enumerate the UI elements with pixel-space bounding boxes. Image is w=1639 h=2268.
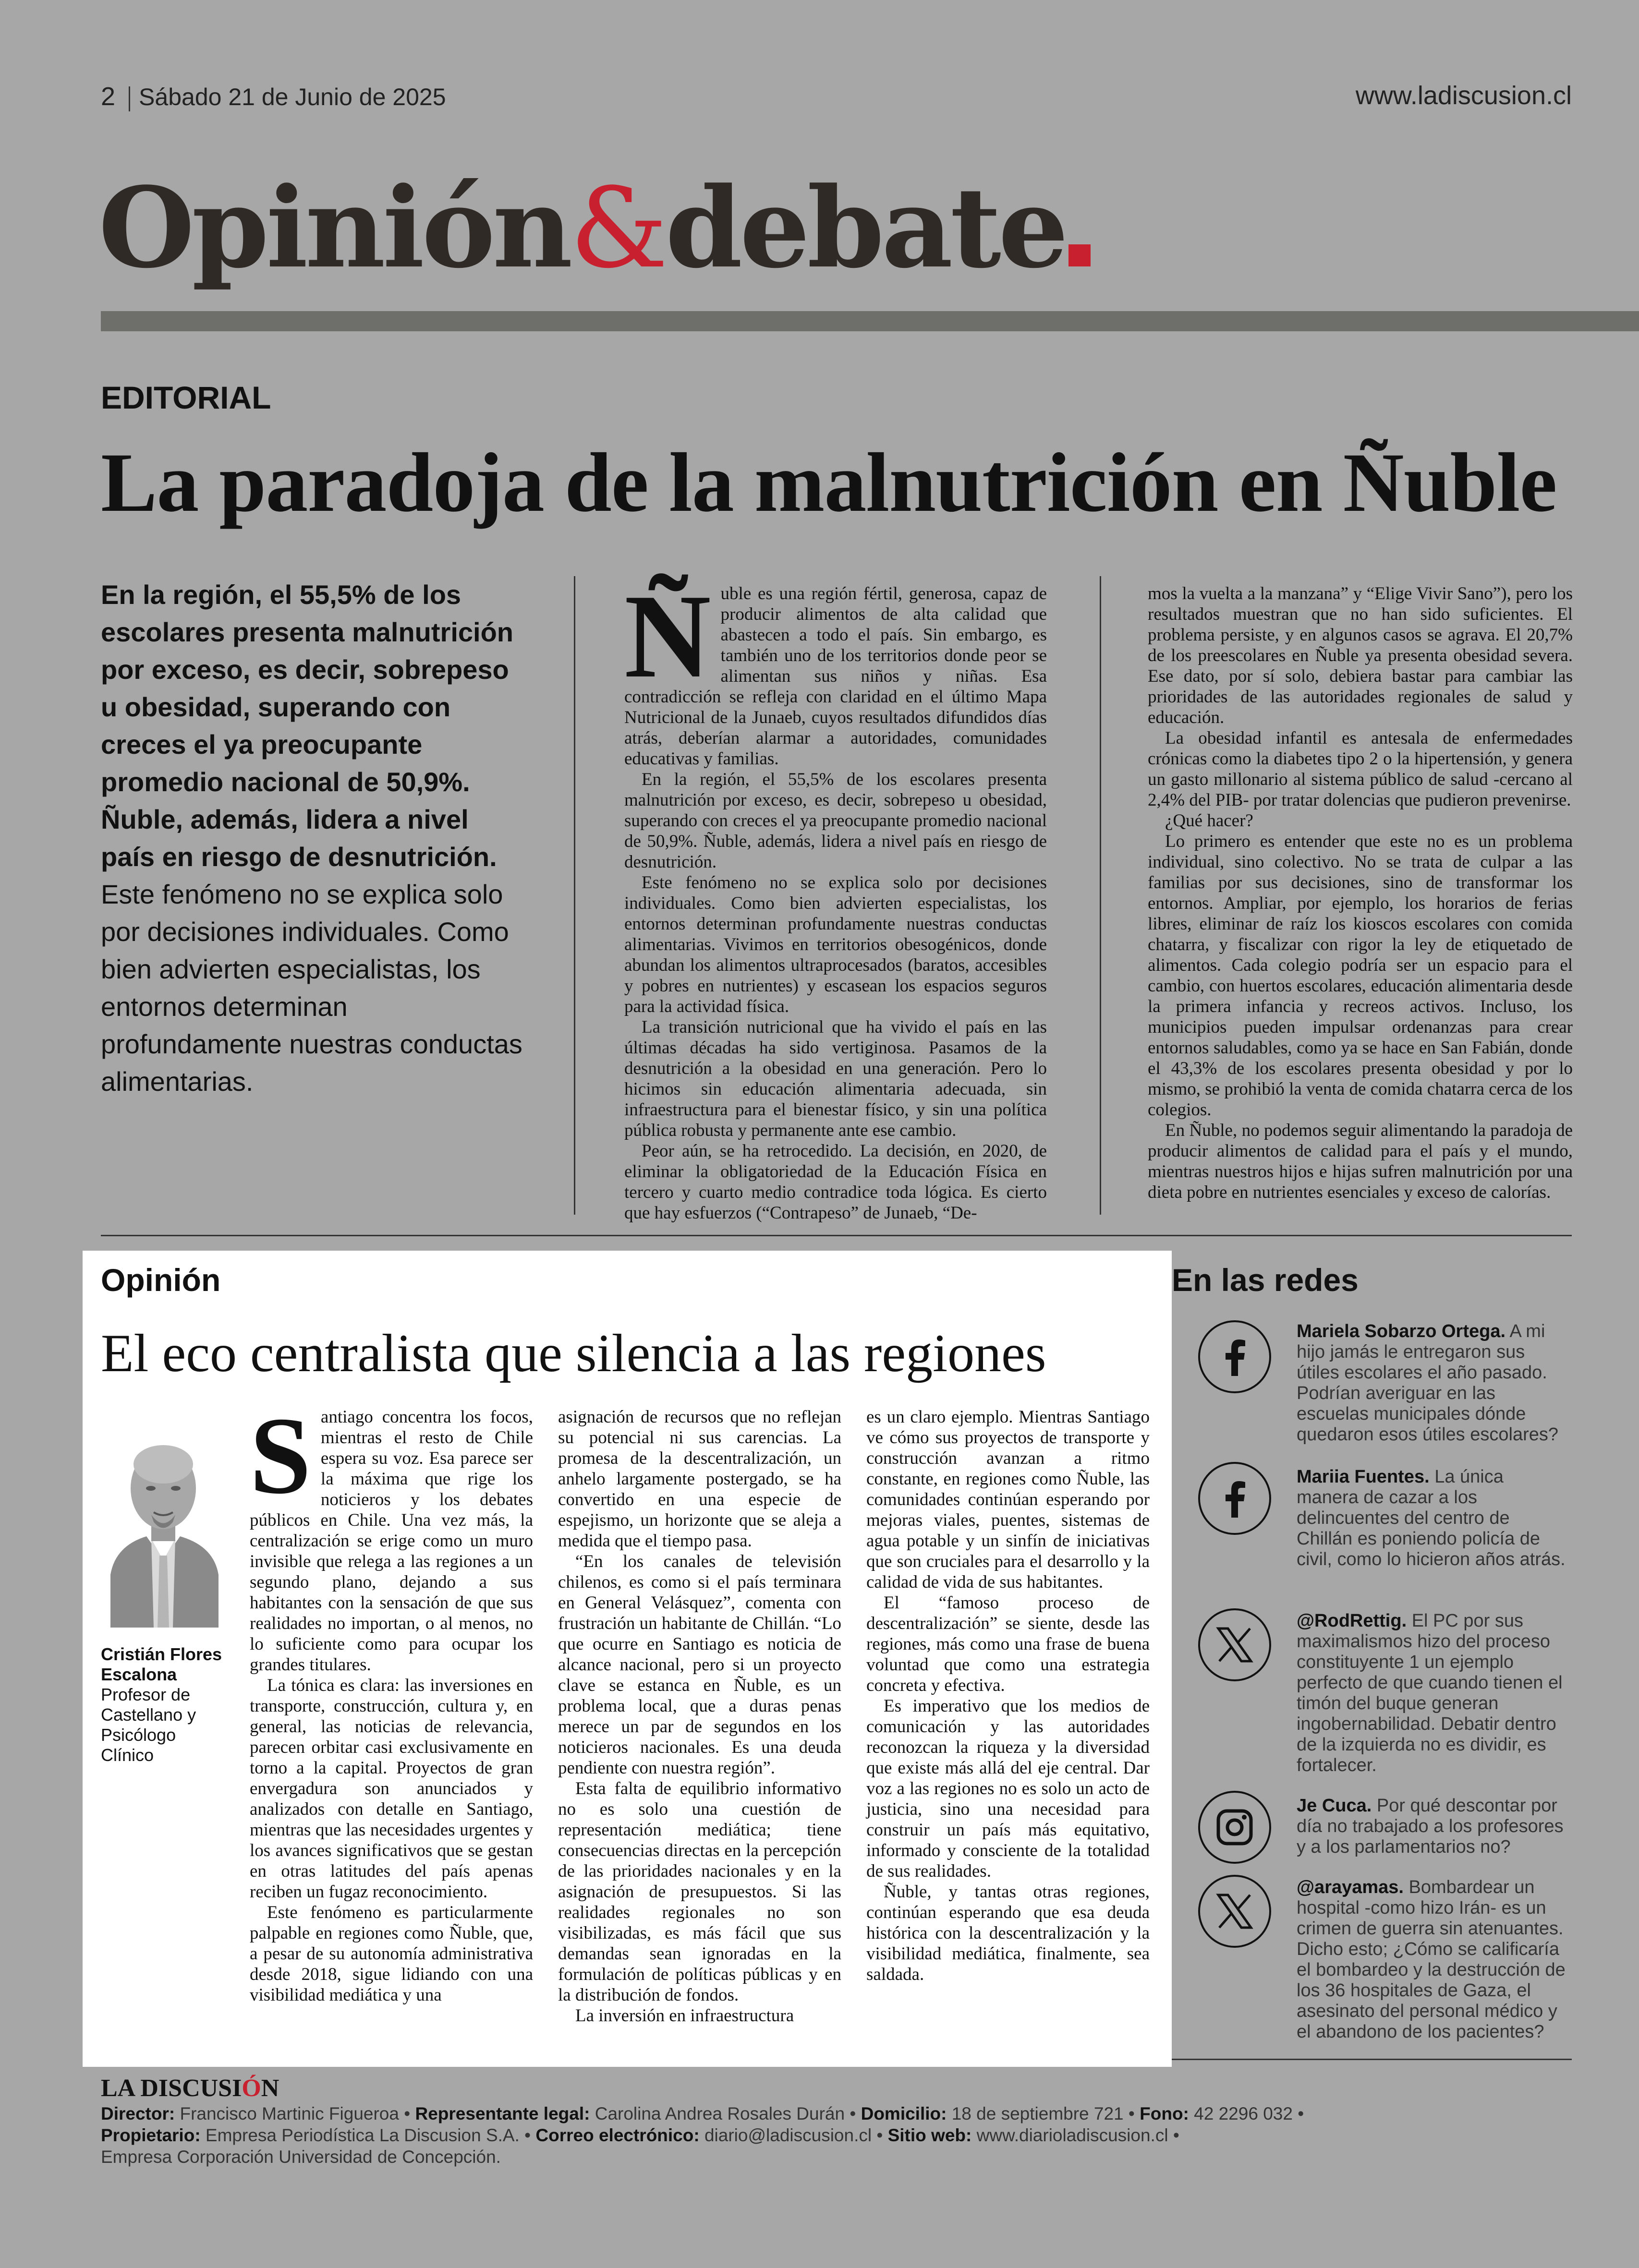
social-post-text: A mi hijo jamás le entregaron sus útiles escolares el año pasado. Podrían averiguar en las escuelas municipales dónde quedaron esos útiles escolares?	[1297, 1321, 1559, 1445]
opinion-column-1	[250, 1394, 533, 2005]
social-post-text: Bombardear un hospital -como hizo Irán- es un crimen de guerra sin atenuantes. Dicho esto; ¿Cómo se calificaría el bombardeo y la destrucción de los 36 hospitales de Gaza, el asesinato del personal médico y el abandono de los pacientes?	[1297, 1877, 1566, 2042]
section-title-word2: debate	[665, 163, 1066, 293]
editorial-paragraph: uble es una región fértil, generosa, capaz de producir alimentos de alta calidad que abastecen a todo el país. Sin embargo, es también uno de los territorios donde peor se alimentan sus niños y niñas. Esa contradicción se refleja con claridad en el último Mapa Nutricional de la Junaeb, cuyos resultados difundidos días atrás, deberían alarmar a autoridades, comunidades educativas y familias.	[624, 584, 1047, 769]
imprint-value: Carolina Andrea Rosales Durán •	[590, 2104, 861, 2123]
opinion-paragraph: antiago concentra los focos, mientras el resto de Chile espera su voz. Esa parece ser la máxima que rige los noticieros y los debates públicos en Chile. Una vez más, la centralización se erige como un muro invisible que relega a las regiones a un segundo plano, dejando a sus habitantes con la sensación de que sus realidades no importan, o al menos, no lo suficiente como para ocupar los grandes titulares.	[250, 1407, 533, 1675]
editorial-bottom-rule	[101, 1235, 1572, 1236]
opinion-paragraph: “En los canales de televisión chilenos, es como si el país terminara en General Velásquez”, comenta con frustración un habitante de Chillán. “Lo que ocurre en Santiago es noticia de alcance nacional, pero si un proyecto clave se estanca en Ñuble, es un problema local, que a duras penas merece un par de segundos en los noticieros nacionales. Es una deuda pendiente con nuestra región”.	[558, 1552, 841, 1778]
logo-accent-letter: Ó	[242, 2075, 261, 2102]
social-post	[1297, 1796, 1570, 1858]
opinion-paragraph: Es imperativo que los medios de comunicación y las autoridades reconozcan la riqueza y la diversidad que existe más allá del eje central. Dar voz a las regiones no es solo un acto de justicia, sino una necesidad para construir un país más equitativo, informado y consciente de la totalidad de sus realidades.	[866, 1696, 1150, 1881]
section-rule	[101, 311, 1639, 331]
author-photo	[101, 1416, 227, 1628]
editorial-column-2	[624, 570, 1047, 1223]
social-post-text: El PC por sus maximalismos hizo del proceso constituyente 1 un ejemplo perfecto de que cuando tienen el timón del buque generan ingobernabilidad. Debatir dentro de la izquierda no es dividir, es fortalecer.	[1297, 1611, 1563, 1775]
editorial-paragraph: En Ñuble, no podemos seguir alimentando la paradoja de producir alimentos de calidad para el país y el mundo, mientras nuestros hijos e hijas sufren malnutrición por una dieta pobre en nutrientes esenciales y exceso de calorías.	[1148, 1121, 1573, 1202]
editorial-paragraph: La transición nutricional que ha vivido el país en las últimas décadas ha sido vertiginosa. Pasamos de la desnutrición a la obesidad en una generación. Pero lo hicimos sin educación alimentaria adecuada, sin infraestructura para el bienestar físico, y sin una política pública robusta y permanente ante ese cambio.	[624, 1017, 1047, 1140]
page-folio	[101, 82, 446, 111]
editorial-paragraph: La obesidad infantil es antesala de enfermedades crónicas como la diabetes tipo 2 o la hipertensión, y genera un gasto millonario al sistema público de salud -cercano al 2,4% del PIB- por tratar dolencias que pudieron prevenirse.	[1148, 728, 1573, 810]
editorial-paragraph: Este fenómeno no se explica solo por decisiones individuales. Como bien advierten especialistas, los entornos determinan profundamente nuestras conductas alimentarias. Vivimos en territorios obesogénicos, donde abundan los alimentos ultraprocesados (baratos, accesibles y pobres en nutrientes) y escasean los espacios seguros para la actividad física.	[624, 873, 1047, 1016]
social-post	[1297, 1877, 1570, 2042]
opinion-paragraph: asignación de recursos que no reflejan su potencial ni sus carencias. La promesa de la descentralización, un anhelo largamente postergado, se ha convertido en una especie de espejismo, un horizonte que se aleja a medida que el tiempo pasa.	[558, 1407, 841, 1551]
facebook-icon	[1198, 1462, 1271, 1535]
social-post-handle: @arayamas.	[1297, 1877, 1404, 1897]
folio-divider	[129, 86, 130, 111]
x-icon	[1198, 1608, 1271, 1681]
opinion-paragraph: Esta falta de equilibrio informativo no es solo una cuestión de representación mediática; tiene consecuencias directas en la percepción de las prioridades nacionales y en la asignación de presupuestos. Si las realidades regionales no son visibilizadas, es más fácil que sus demandas sean ignoradas en la formulación de políticas públicas y en la distribución de fondos.	[558, 1779, 841, 2005]
editorial-lead-rest: Este fenómeno no se explica solo por decisiones individuales. Como bien advierten especialistas, los entornos determinan profundamente nuestras conductas alimentarias.	[101, 879, 522, 1097]
social-section-title: En las redes	[1172, 1262, 1359, 1298]
editorial-drop-cap: Ñ	[624, 570, 711, 703]
imprint	[101, 2103, 1590, 2168]
newspaper-logo	[101, 2074, 279, 2102]
social-post-handle: @RodRettig.	[1297, 1611, 1407, 1631]
opinion-drop-cap: S	[250, 1394, 311, 1517]
opinion-column-3	[866, 1407, 1150, 1985]
social-post-handle: Mariela Sobarzo Ortega.	[1297, 1321, 1506, 1341]
social-post	[1297, 1321, 1570, 1445]
social-post-handle: Mariia Fuentes.	[1297, 1467, 1430, 1487]
social-post-text: La única manera de cazar a los delincuentes del centro de Chillán es poniendo policía de civil, como lo hicieron años atrás.	[1297, 1467, 1566, 1569]
opinion-paragraph: Este fenómeno es particularmente palpable en regiones como Ñuble, que, a pesar de su autonomía administrativa desde 2018, sigue lidiando con una visibilidad mediática y una	[250, 1903, 533, 2005]
editorial-headline: La paradoja de la malnutrición en Ñuble	[101, 436, 1557, 530]
author-role: Profesor de Castellano y Psicólogo Clínico	[101, 1685, 196, 1765]
editorial-paragraph: mos la vuelta a la manzana” y “Elige Vivir Sano”), pero los resultados muestran que no han sido suficientes. El problema persiste, y en algunos casos se agrava. El 20,7% de los preescolares en Ñuble ya presenta obesidad severa. Ese dato, por sí solo, debiera bastar para cambiar las prioridades de las autoridades regionales de salud y educación.	[1148, 584, 1573, 727]
imprint-value: Francisco Martinic Figueroa •	[175, 2104, 415, 2123]
opinion-headline: El eco centralista que silencia a las regiones	[101, 1324, 1046, 1383]
website-url: www.ladiscusion.cl	[1355, 81, 1572, 110]
editorial-lead-bold: En la región, el 55,5% de los escolares presenta malnutrición por exceso, es decir, sobrepeso u obesidad, superando con creces el ya preocupante promedio nacional de 50,9%. Ñuble, además, lidera a nivel país en riesgo de desnutrición.	[101, 579, 514, 872]
opinion-kicker: Opinión	[101, 1262, 221, 1298]
social-bottom-rule	[1172, 2059, 1572, 2060]
opinion-paragraph: La inversión en infraestructura	[575, 2006, 794, 2026]
section-title-word1: Opinión	[98, 163, 570, 293]
imprint-label: Sitio web:	[887, 2125, 972, 2145]
editorial-paragraph: Peor aún, se ha retrocedido. La decisión, en 2020, de eliminar la obligatoriedad de la Educación Física en tercero y cuarto medio contradice toda lógica. Es cierto que hay esfuerzos (“Contrapeso” de Junaeb, “De-	[624, 1141, 1047, 1223]
editorial-paragraph: Lo primero es entender que este no es un problema individual, sino colectivo. No se trata de culpar a las familias por sus decisiones, sino de transformar los entornos. Ampliar, por ejemplo, los horarios de ferias libres, eliminar de raíz los kioscos escolares con comida chatarra, y fiscalizar con rigor la ley de etiquetado de alimentos. Cada colegio podría ser un espacio para el cambio, con huertos escolares, educación alimentaria desde la primera infancia y recreos activos. Incluso, los municipios pueden impulsar ordenanzas para crear entornos saludables, como ya se hace en San Fabián, donde el 43,3% de los escolares presenta obesidad y por lo mismo, se prohibió la venta de comida chatarra cerca de los colegios.	[1148, 832, 1573, 1120]
imprint-value: Empresa Periodística La Discusion S.A. •	[200, 2125, 536, 2145]
logo-text: LA DISCUSI	[101, 2075, 242, 2102]
imprint-label: Director:	[101, 2104, 175, 2123]
section-title-dot	[1068, 244, 1091, 266]
opinion-column-2	[558, 1407, 841, 2026]
section-title	[98, 163, 1091, 293]
opinion-paragraph: El “famoso proceso de descentralización” se siente, desde las regiones, más como una frase de buena voluntad que como una estrategia concreta y efectiva.	[866, 1593, 1150, 1695]
opinion-paragraph: La tónica es clara: las inversiones en transporte, construcción, cultura y, en general, las noticias de relevancia, parecen orbitar casi exclusivamente en torno a la capital. Proyectos de gran envergadura son anunciados y analizados con detalle en Santiago, mientras que las necesidades urgentes y los avances significativos que se gestan en otras latitudes del país apenas reciben un fugaz reconocimiento.	[250, 1676, 533, 1902]
column-divider	[1100, 576, 1101, 1215]
social-post-handle: Je Cuca.	[1297, 1796, 1372, 1816]
facebook-icon	[1198, 1320, 1271, 1393]
author-name: Cristián Flores Escalona	[101, 1644, 222, 1684]
imprint-label: Fono:	[1140, 2104, 1189, 2123]
imprint-label: Correo electrónico:	[535, 2125, 700, 2145]
imprint-value: 18 de septiembre 721 •	[947, 2104, 1140, 2123]
editorial-paragraph: ¿Qué hacer?	[1165, 811, 1253, 831]
instagram-icon	[1198, 1791, 1271, 1864]
page-number: 2	[101, 82, 116, 111]
author-byline	[101, 1644, 226, 1765]
logo-text-end: N	[261, 2075, 279, 2102]
opinion-paragraph: Ñuble, y tantas otras regiones, continúan esperando que esa deuda histórica con la descentralización y la visibilidad mediática, finalmente, sea saldada.	[866, 1882, 1150, 1984]
editorial-kicker: EDITORIAL	[101, 380, 271, 415]
x-icon	[1198, 1875, 1271, 1948]
editorial-lead	[101, 576, 528, 1100]
opinion-paragraph: es un claro ejemplo. Mientras Santiago ve cómo sus proyectos de transporte y construcción avanzan a ritmo constante, en regiones como Ñuble, las comunidades continúan esperando por mejoras viales, puentes, sistemas de agua potable y un sinfín de iniciativas que son cruciales para el desarrollo y la calidad de vida de sus habitantes.	[866, 1407, 1150, 1592]
column-divider	[574, 576, 575, 1215]
imprint-label: Representante legal:	[415, 2104, 590, 2123]
imprint-value: www.diarioladiscusion.cl •	[971, 2125, 1179, 2145]
editorial-column-3	[1148, 583, 1573, 1203]
imprint-value: 42 2296 032 •	[1189, 2104, 1304, 2123]
issue-date: Sábado 21 de Junio de 2025	[139, 84, 446, 110]
social-post-text: Por qué descontar por día no trabajado a los profesores y a los parlamentarios no?	[1297, 1796, 1564, 1857]
imprint-value: Empresa Corporación Universidad de Concepción.	[101, 2147, 501, 2167]
social-post	[1297, 1611, 1570, 1776]
imprint-label: Domicilio:	[861, 2104, 947, 2123]
social-post	[1297, 1467, 1570, 1570]
imprint-label: Propietario:	[101, 2125, 201, 2145]
imprint-value: diario@ladiscusion.cl •	[699, 2125, 888, 2145]
section-title-ampersand: &	[570, 165, 666, 293]
editorial-paragraph: En la región, el 55,5% de los escolares presenta malnutrición por exceso, es decir, sobrepeso u obesidad, superando con creces el ya preocupante promedio nacional de 50,9%. Ñuble, además, lidera a nivel país en riesgo de desnutrición.	[624, 770, 1047, 872]
